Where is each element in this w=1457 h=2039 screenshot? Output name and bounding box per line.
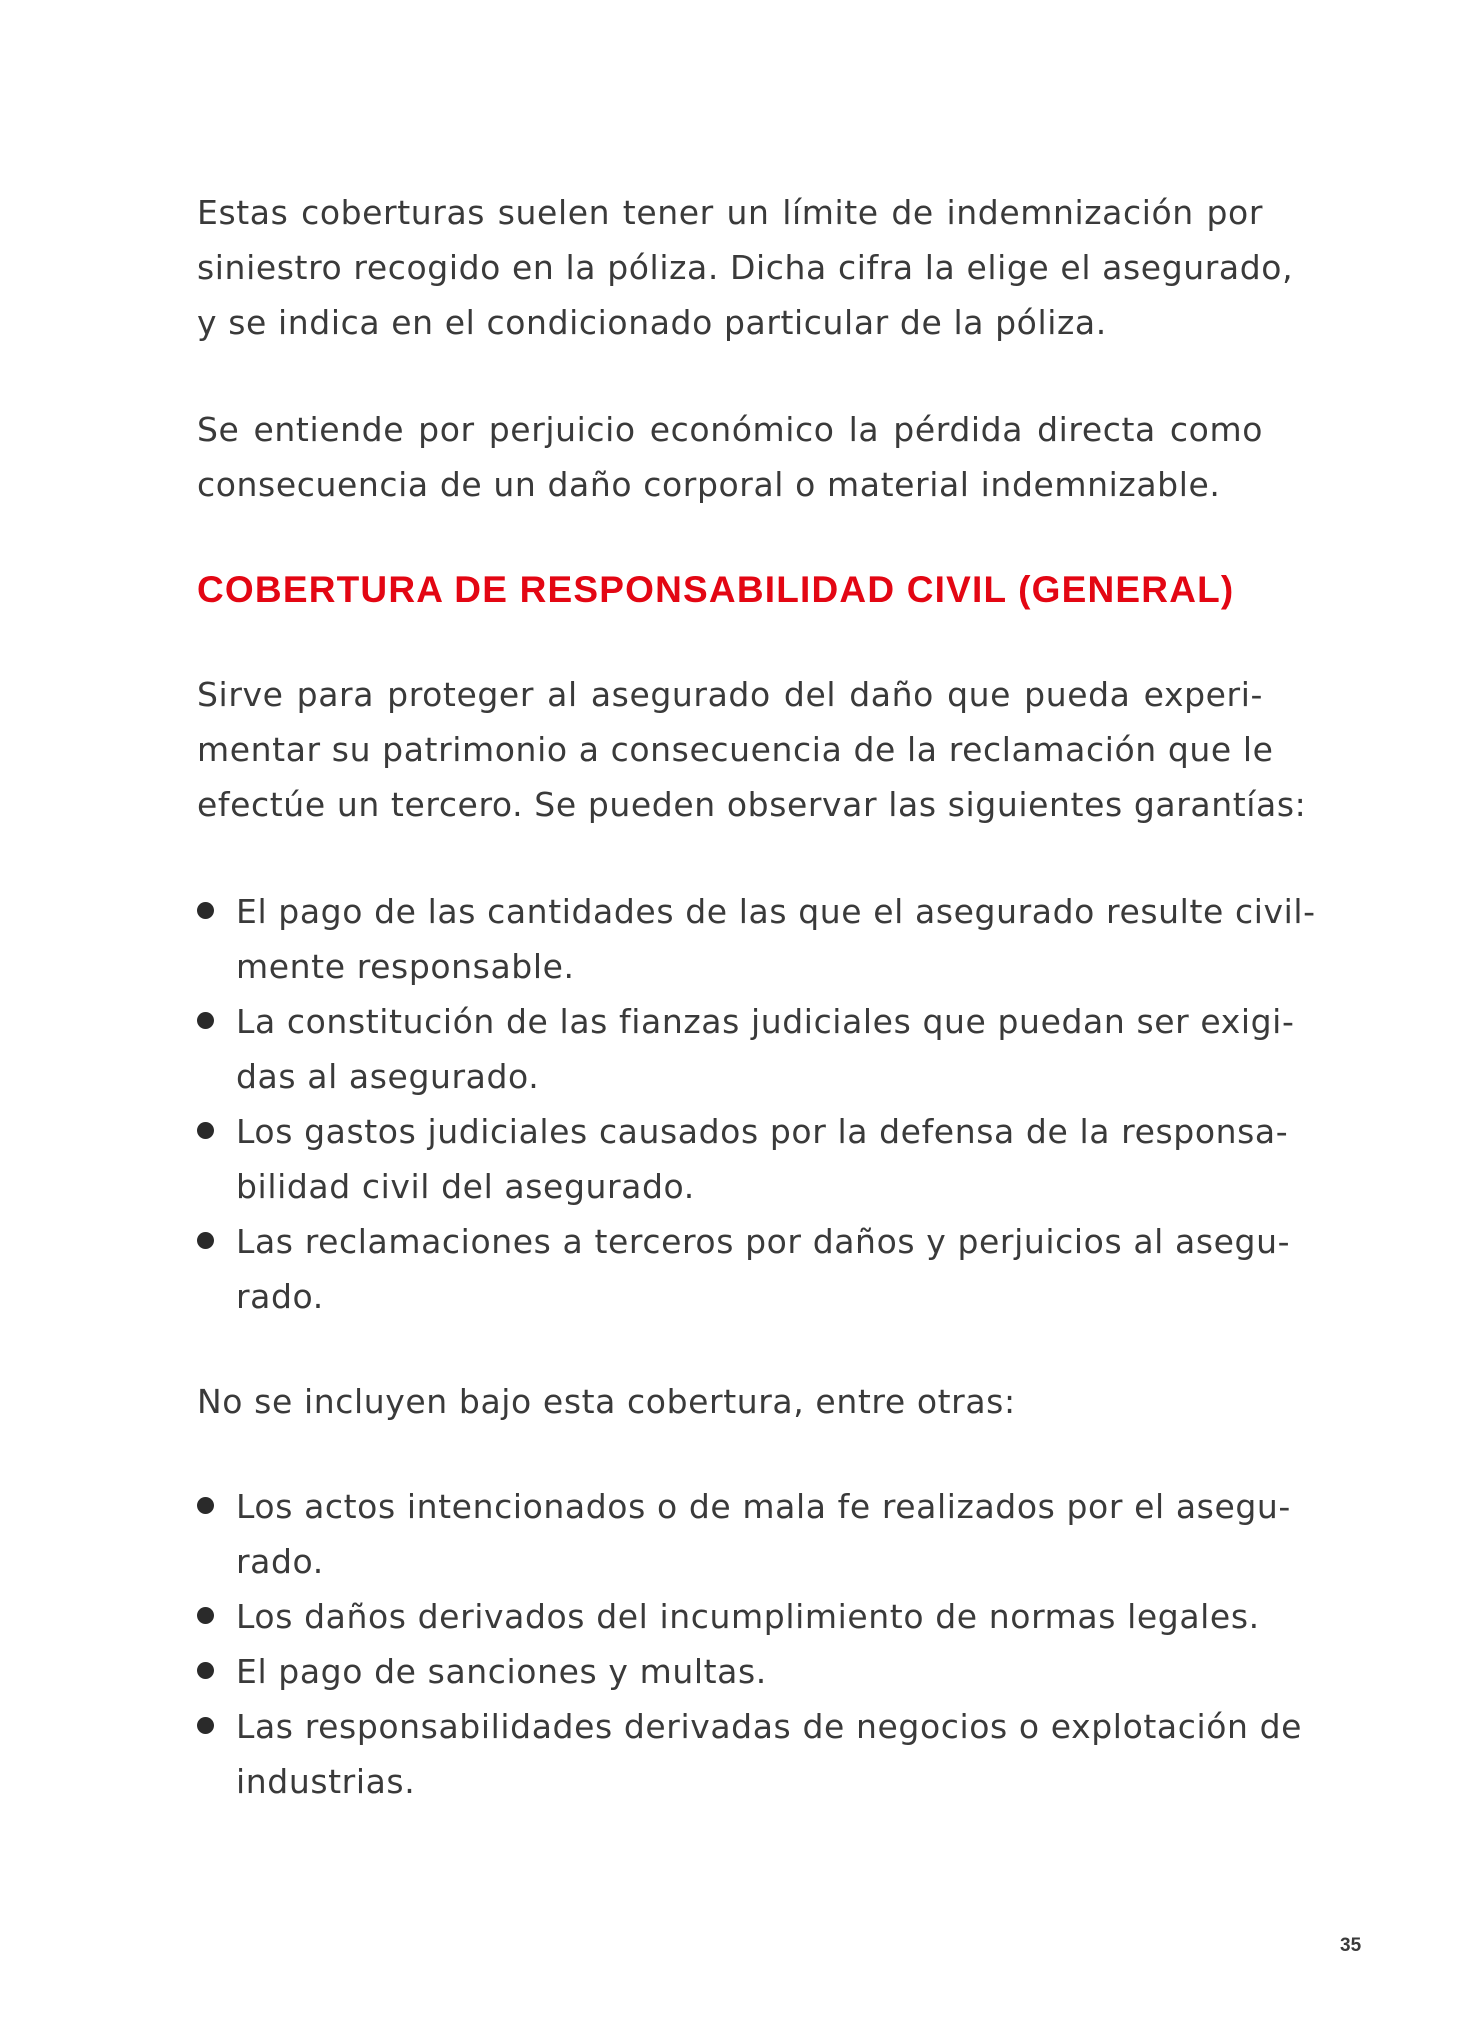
list-item: [197, 1214, 1291, 1324]
paragraph-line: mentar su patrimonio a consecuencia de la reclamación que le: [197, 730, 1274, 769]
list-item-line: Las reclamaciones a terceros por daños y perjuicios al asegu-: [236, 1222, 1291, 1261]
page-number: 35: [1340, 1935, 1362, 1956]
bullet-icon: [197, 1497, 214, 1514]
paragraph-line: Se entiende por perjuicio económico la pérdida directa como: [197, 410, 1263, 449]
paragraph-line: efectúe un tercero. Se pueden observar las siguientes garantías:: [197, 785, 1307, 824]
list-item-line: rado.: [236, 1277, 324, 1316]
bullet-icon: [197, 1012, 214, 1029]
list-item-line: Los gastos judiciales causados por la defensa de la responsa-: [236, 1112, 1289, 1151]
list-item-line: La constitución de las fianzas judiciales que puedan ser exigi-: [236, 1002, 1295, 1041]
list-item: [197, 994, 1295, 1104]
list-item: [197, 1644, 1263, 1699]
list-item-line: Los daños derivados del incumplimiento de normas legales.: [236, 1597, 1260, 1636]
list-item-line: Las responsabilidades derivadas de negocios o explotación de: [236, 1707, 1303, 1746]
list-item-line: Los actos intencionados o de mala fe realizados por el asegu-: [236, 1487, 1291, 1526]
paragraph-line: siniestro recogido en la póliza. Dicha cifra la elige el asegurado,: [197, 248, 1294, 287]
list-item: [197, 884, 1316, 994]
list-item-line: mente responsable.: [236, 947, 575, 986]
paragraph-coverage-limit: [197, 185, 1294, 350]
list-item-line: El pago de sanciones y multas.: [236, 1652, 767, 1691]
bullet-icon: [197, 1662, 214, 1679]
section-heading: COBERTURA DE RESPONSABILIDAD CIVIL (GENERAL): [197, 569, 1235, 610]
list-item: [197, 1479, 1291, 1589]
list-item: [197, 1699, 1303, 1809]
bullet-icon: [197, 1607, 214, 1624]
paragraph-line: consecuencia de un daño corporal o material indemnizable.: [197, 465, 1221, 504]
paragraph-exclusions-intro: [197, 1374, 1263, 1429]
paragraph-line: Sirve para proteger al asegurado del daño que pueda experi-: [197, 675, 1263, 714]
paragraph-civil-liability-intro: [197, 667, 1307, 832]
list-item-line: industrias.: [236, 1762, 416, 1801]
paragraph-economic-loss: [197, 402, 1263, 512]
guarantees-list: [197, 884, 1316, 1324]
list-item: [197, 1589, 1263, 1644]
list-item-line: bilidad civil del asegurado.: [236, 1167, 695, 1206]
bullet-icon: [197, 1232, 214, 1249]
list-item-line: El pago de las cantidades de las que el asegurado resulte civil-: [236, 892, 1316, 931]
bullet-icon: [197, 902, 214, 919]
paragraph-line: y se indica en el condicionado particular de la póliza.: [197, 303, 1107, 342]
exclusions-list: [197, 1479, 1303, 1809]
bullet-icon: [197, 1717, 214, 1734]
paragraph-line: No se incluyen bajo esta cobertura, entre otras:: [197, 1382, 1016, 1421]
list-item-line: das al asegurado.: [236, 1057, 540, 1096]
paragraph-line: Estas coberturas suelen tener un límite de indemnización por: [197, 193, 1263, 232]
list-item-line: rado.: [236, 1542, 324, 1581]
bullet-icon: [197, 1122, 214, 1139]
page-content: [197, 185, 1316, 1809]
list-item: [197, 1104, 1289, 1214]
